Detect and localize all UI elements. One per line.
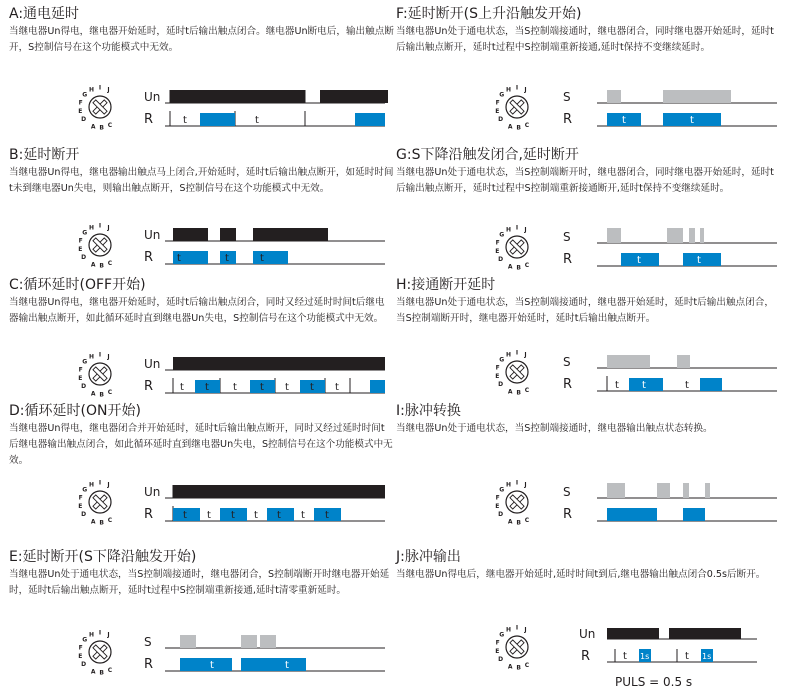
svg-text:A: A (507, 263, 513, 271)
svg-text:F: F (78, 494, 83, 502)
section-b (9, 146, 394, 197)
svg-text:t: t (310, 382, 314, 393)
svg-text:D: D (498, 381, 504, 388)
svg-text:A: A (90, 518, 96, 526)
svg-text:I: I (98, 629, 102, 637)
svg-text:I: I (98, 84, 102, 92)
t-label: t (255, 115, 259, 126)
svg-text:G: G (82, 636, 88, 644)
section-b-desc: 当继电器Un得电，继电器输出触点马上闭合,开始延时，延时t后输出触点断开，如延时时间t未到继电器Un失电，则输出触点断开，S控制信号在这个功能模式中无效。 (9, 167, 394, 194)
svg-text:t: t (210, 660, 214, 671)
signal-label-un: Un (144, 357, 161, 371)
svg-text:E: E (495, 108, 500, 115)
pulse-1s-label: 1s (640, 652, 650, 661)
svg-text:A: A (90, 668, 96, 676)
timing-diagram-h (597, 350, 777, 398)
svg-text:J: J (107, 353, 110, 361)
svg-text:E: E (495, 648, 500, 655)
rotary-selector-icon (80, 85, 126, 131)
svg-text:J: J (107, 631, 110, 639)
svg-text:J: J (524, 626, 527, 634)
svg-text:H: H (505, 626, 512, 634)
svg-text:D: D (81, 383, 87, 390)
signal-label-s: S (563, 485, 571, 499)
svg-text:F: F (495, 239, 500, 247)
svg-text:D: D (81, 254, 87, 261)
svg-text:A: A (507, 518, 513, 526)
svg-text:I: I (515, 224, 519, 232)
section-f (396, 5, 781, 56)
timing-diagram-e (165, 630, 385, 678)
section-e-title: E:延时断开(S下降沿触发开始) (9, 549, 197, 565)
svg-text:E: E (78, 375, 83, 382)
r-bar (355, 113, 385, 126)
svg-text:A: A (507, 123, 513, 131)
signal-label-r: R (144, 250, 154, 265)
svg-text:I: I (98, 351, 102, 359)
section-i (396, 402, 781, 437)
svg-text:t: t (623, 651, 627, 662)
section-b-diagram (80, 223, 380, 271)
svg-text:I: I (515, 84, 519, 92)
rotary-selector-icon (497, 85, 543, 131)
signal-label-s: S (563, 230, 571, 244)
section-c (9, 276, 394, 327)
section-d (9, 402, 394, 469)
svg-text:H: H (505, 351, 512, 359)
svg-text:t: t (685, 651, 689, 662)
timing-diagram-i (597, 480, 777, 528)
svg-text:t: t (225, 253, 229, 264)
section-e (9, 548, 394, 599)
section-h-desc: 当继电器Un处于通电状态，当S控制端接通时，继电器开始延时，延时t后输出触点闭合，当S控制端断开时，继电器开始延时，延时t后输出触点断开。 (396, 297, 774, 324)
svg-text:C: C (524, 386, 530, 394)
section-f-diagram (497, 85, 782, 133)
signal-label-un: Un (579, 627, 596, 641)
svg-text:F: F (78, 237, 83, 245)
un-bar (320, 90, 388, 103)
svg-text:t: t (260, 253, 264, 264)
section-a-desc: 当继电器Un得电，继电器开始延时，延时t后输出触点闭合。继电器Un断电后，输出触点断开，S控制信号在这个功能模式中无效。 (9, 26, 394, 53)
section-d-diagram (80, 480, 380, 528)
svg-text:G: G (82, 486, 88, 494)
section-i-title: I:脉冲转换 (396, 403, 461, 419)
timing-diagram-f (597, 85, 777, 133)
dial-e (80, 630, 126, 680)
rotary-selector-icon (497, 350, 543, 396)
svg-text:E: E (78, 653, 83, 660)
rotary-selector-icon (497, 225, 543, 271)
svg-text:B: B (516, 664, 521, 672)
signal-label-r: R (144, 507, 154, 522)
svg-text:C: C (524, 661, 530, 669)
svg-text:t: t (231, 510, 235, 521)
signal-label-un: Un (144, 228, 161, 242)
section-i-diagram (497, 480, 782, 528)
svg-text:E: E (495, 503, 500, 510)
svg-text:G: G (82, 91, 88, 99)
svg-text:E: E (495, 373, 500, 380)
section-j (396, 548, 781, 583)
signal-label-r: R (144, 379, 154, 394)
section-h (396, 276, 781, 327)
t-label: t (183, 115, 187, 126)
svg-text:t: t (335, 382, 339, 393)
pulse-1s-label: 1s (702, 652, 712, 661)
signal-label-s: S (563, 355, 571, 369)
svg-text:C: C (107, 516, 113, 524)
svg-text:D: D (498, 256, 504, 263)
svg-text:t: t (205, 382, 209, 393)
svg-text:C: C (107, 259, 113, 267)
svg-text:J: J (524, 481, 527, 489)
svg-text:C: C (107, 121, 113, 129)
dial-a (80, 85, 126, 135)
svg-text:H: H (88, 353, 95, 361)
r-bar (200, 113, 235, 126)
svg-text:H: H (88, 86, 95, 94)
svg-text:A: A (90, 123, 96, 131)
section-j-diagram (497, 625, 782, 689)
section-g (396, 146, 781, 197)
signal-label-un: Un (144, 90, 161, 104)
svg-text:H: H (505, 481, 512, 489)
svg-text:t: t (637, 255, 641, 266)
section-j-title: J:脉冲输出 (396, 549, 461, 565)
section-c-diagram (80, 352, 380, 400)
dial-h (497, 350, 543, 400)
section-f-title: F:延时断开(S上升沿触发开始) (396, 6, 582, 22)
svg-text:t: t (690, 115, 694, 126)
signal-label-r: R (581, 649, 591, 664)
svg-text:C: C (524, 516, 530, 524)
svg-text:F: F (495, 639, 500, 647)
signal-label-s: S (563, 90, 571, 104)
svg-text:t: t (183, 510, 187, 521)
svg-text:B: B (99, 262, 104, 270)
timing-diagram-b (165, 223, 385, 271)
svg-text:E: E (78, 246, 83, 253)
svg-text:B: B (516, 519, 521, 527)
svg-text:t: t (180, 382, 184, 393)
svg-text:C: C (524, 261, 530, 269)
un-bar (170, 90, 240, 103)
signal-label-s: S (144, 635, 152, 649)
svg-text:J: J (524, 86, 527, 94)
signal-label-r: R (563, 377, 573, 392)
svg-text:J: J (107, 481, 110, 489)
timing-diagram-j (607, 625, 757, 673)
svg-text:B: B (516, 264, 521, 272)
timing-diagram-d (165, 480, 385, 528)
signal-label-un: Un (144, 485, 161, 499)
section-e-diagram (80, 630, 380, 678)
svg-text:G: G (499, 91, 505, 99)
section-f-desc: 当继电器Un处于通电状态，当S控制端接通时，继电器闭合，同时继电器开始延时，延时t后输出触点断开，延时t过程中S控制端重新接通,延时t保持不变继续延时。 (396, 26, 774, 53)
section-a-diagram (80, 85, 380, 133)
section-d-title: D:循环延时(ON开始) (9, 403, 141, 419)
rotary-selector-icon (497, 480, 543, 526)
svg-text:t: t (260, 382, 264, 393)
section-g-diagram (497, 225, 782, 273)
svg-text:G: G (499, 486, 505, 494)
dial-f (497, 85, 543, 135)
svg-text:H: H (88, 224, 95, 232)
svg-text:C: C (107, 666, 113, 674)
timing-diagram-c (165, 352, 385, 400)
svg-text:A: A (507, 663, 513, 671)
section-j-desc: 当继电器Un得电后，继电器开始延时,延时时间t到后,继电器输出触点闭合0.5s后断开。 (396, 569, 766, 580)
rotary-selector-icon (497, 625, 543, 671)
svg-text:G: G (499, 356, 505, 364)
svg-text:G: G (82, 358, 88, 366)
dial-b (80, 223, 126, 273)
rotary-selector-icon (80, 352, 126, 398)
puls-label: PULS = 0.5 s (615, 675, 693, 689)
svg-text:D: D (498, 511, 504, 518)
svg-text:B: B (99, 391, 104, 399)
section-a (9, 5, 394, 56)
rotary-selector-icon (80, 223, 126, 269)
svg-text:t: t (233, 382, 237, 393)
svg-text:t: t (697, 255, 701, 266)
section-c-desc: 当继电器Un得电，继电器开始延时，延时t后输出触点闭合，同时又经过延时时间t后继电器输出触点断开，如此循环延时直到继电器Un失电，S控制信号在这个功能模式中无效。 (9, 297, 385, 324)
svg-text:E: E (495, 248, 500, 255)
svg-text:t: t (642, 380, 646, 391)
svg-text:I: I (515, 349, 519, 357)
dial-c (80, 352, 126, 402)
svg-text:A: A (90, 261, 96, 269)
dial-g (497, 225, 543, 275)
svg-text:J: J (107, 224, 110, 232)
signal-label-r: R (144, 657, 154, 672)
section-c-title: C:循环延时(OFF开始) (9, 277, 146, 293)
svg-text:t: t (685, 380, 689, 391)
svg-text:H: H (88, 481, 95, 489)
svg-text:H: H (505, 86, 512, 94)
dial-d (80, 480, 126, 530)
section-h-diagram (497, 350, 782, 398)
svg-text:I: I (98, 479, 102, 487)
svg-text:C: C (524, 121, 530, 129)
svg-text:t: t (177, 253, 181, 264)
rotary-selector-icon (80, 480, 126, 526)
svg-text:G: G (82, 229, 88, 237)
section-g-title: G:S下降沿触发闭合,延时断开 (396, 147, 579, 163)
svg-text:F: F (495, 494, 500, 502)
signal-label-r: R (563, 112, 573, 127)
svg-text:J: J (524, 351, 527, 359)
svg-text:H: H (88, 631, 95, 639)
svg-text:t: t (301, 510, 305, 521)
svg-text:F: F (495, 364, 500, 372)
svg-text:G: G (499, 631, 505, 639)
svg-text:I: I (98, 222, 102, 230)
svg-text:D: D (498, 116, 504, 123)
timing-diagram-g (597, 225, 777, 273)
svg-text:t: t (207, 510, 211, 521)
svg-text:D: D (81, 661, 87, 668)
svg-text:J: J (524, 226, 527, 234)
section-i-desc: 当继电器Un处于通电状态，当S控制端接通时，继电器输出触点状态转换。 (396, 423, 713, 434)
svg-text:C: C (107, 388, 113, 396)
section-a-title: A:通电延时 (9, 6, 80, 22)
svg-text:I: I (515, 479, 519, 487)
svg-text:I: I (515, 624, 519, 632)
section-b-title: B:延时断开 (9, 147, 80, 163)
svg-text:B: B (99, 124, 104, 132)
timing-diagram-a (165, 85, 385, 133)
signal-label-r: R (144, 112, 154, 127)
section-g-desc: 当继电器Un处于通电状态，当S控制端断开时，继电器闭合，同时继电器开始延时，延时t后输出触点断开，延时t过程中S控制端重新接通断开,延时t保持不变继续延时。 (396, 167, 774, 194)
svg-text:D: D (81, 116, 87, 123)
svg-text:t: t (325, 510, 329, 521)
signal-label-r: R (563, 507, 573, 522)
svg-text:D: D (81, 511, 87, 518)
svg-text:F: F (78, 99, 83, 107)
svg-text:D: D (498, 656, 504, 663)
svg-text:B: B (516, 124, 521, 132)
svg-text:t: t (285, 382, 289, 393)
svg-text:B: B (516, 389, 521, 397)
svg-text:t: t (254, 510, 258, 521)
svg-text:J: J (107, 86, 110, 94)
un-bar (237, 90, 305, 103)
svg-text:E: E (78, 503, 83, 510)
svg-text:t: t (615, 380, 619, 391)
svg-text:t: t (622, 115, 626, 126)
svg-text:A: A (507, 388, 513, 396)
svg-text:F: F (78, 644, 83, 652)
svg-text:E: E (78, 108, 83, 115)
svg-text:t: t (285, 660, 289, 671)
section-d-desc: 当继电器Un得电，继电器闭合并开始延时，延时t后输出触点断开，同时又经过延时时间t后继电器输出触点闭合，如此循环延时直到继电器Un失电，S控制信号在这个功能模式中无效。 (9, 423, 393, 466)
signal-label-r: R (563, 252, 573, 267)
svg-text:A: A (90, 390, 96, 398)
svg-text:t: t (277, 510, 281, 521)
svg-text:B: B (99, 519, 104, 527)
section-h-title: H:接通断开延时 (396, 277, 496, 293)
dial-j (497, 625, 543, 675)
rotary-selector-icon (80, 630, 126, 676)
dial-i (497, 480, 543, 530)
svg-text:F: F (495, 99, 500, 107)
svg-text:F: F (78, 366, 83, 374)
svg-text:G: G (499, 231, 505, 239)
svg-text:H: H (505, 226, 512, 234)
svg-text:B: B (99, 669, 104, 677)
section-e-desc: 当继电器Un处于通电状态，当S控制端接通时，继电器闭合，S控制端断开时继电器开始延时，延时t后输出触点断开，延时t过程中S控制端重新接通,延时t清零重新延时。 (9, 569, 390, 596)
